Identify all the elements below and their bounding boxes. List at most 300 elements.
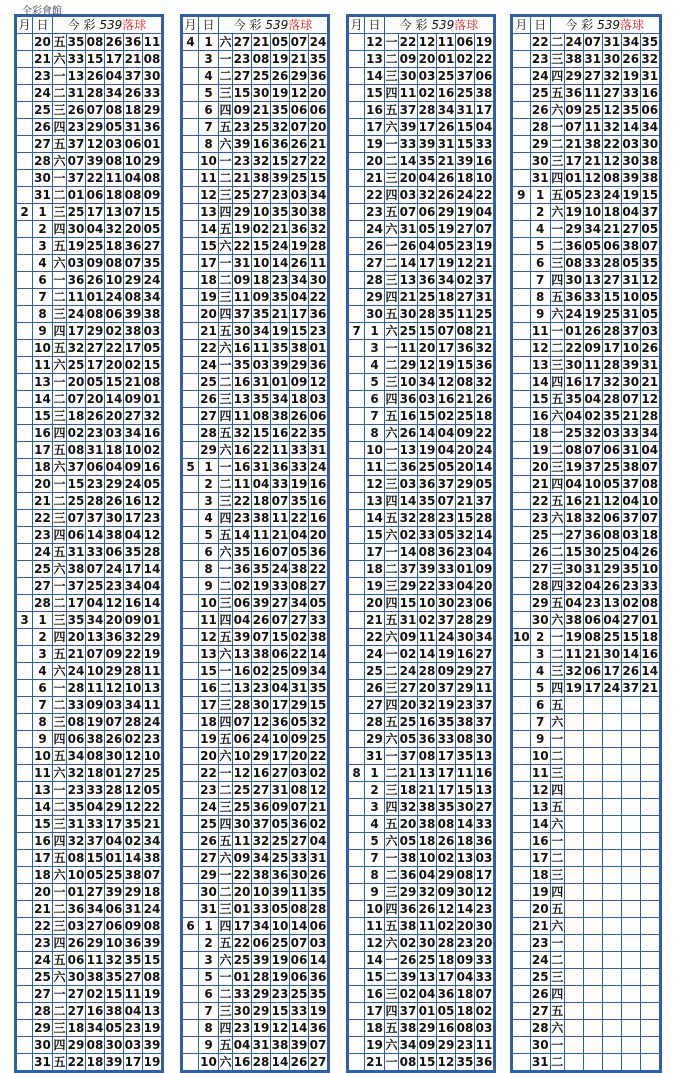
number-cell: 06 (233, 731, 251, 746)
number-cell: 15 (622, 629, 640, 644)
number-cell: 18 (290, 391, 308, 406)
number-cell: 33 (584, 255, 602, 270)
number-cell: 24 (271, 238, 289, 253)
day-cell: 28 (531, 119, 549, 134)
table-row (513, 68, 660, 85)
number-cell (602, 867, 621, 884)
number-cell: 11 (252, 340, 270, 355)
day-cell: 3 (33, 646, 53, 663)
number-cell: 17 (437, 340, 455, 355)
month-cell (183, 221, 199, 238)
table-row (183, 782, 328, 799)
number-cell: 28 (418, 510, 436, 525)
number-cell: 39 (456, 153, 474, 168)
number-cell: 19 (584, 306, 602, 321)
number-cell (602, 748, 621, 765)
day-cell: 4 (365, 357, 385, 374)
month-cell (183, 867, 199, 884)
number-cell: 33 (475, 816, 493, 831)
day-cell: 28 (366, 714, 383, 729)
month-cell (183, 102, 199, 119)
number-cell: 22 (309, 561, 327, 576)
number-cell: 37 (475, 272, 493, 287)
weekday-cell: 四 (53, 731, 66, 746)
number-cell: 17 (67, 323, 85, 338)
number-cell: 33 (86, 544, 104, 559)
weekday-cell: 一 (53, 680, 66, 695)
number-cell: 31 (399, 221, 417, 236)
number-cell: 30 (418, 935, 436, 950)
number-cell: 22 (418, 578, 436, 593)
number-cell: 25 (271, 663, 289, 678)
day-cell: 7 (365, 850, 385, 867)
number-cell: 17 (418, 255, 436, 270)
number-cell (583, 731, 602, 748)
month-cell (17, 153, 33, 170)
number-cell: 30 (399, 68, 417, 83)
number-cell: 10 (271, 918, 289, 933)
table-row (513, 1020, 660, 1037)
number-cell: 37 (399, 102, 417, 117)
number-cell: 20 (456, 918, 474, 933)
weekday-cell: 三 (551, 51, 564, 66)
month-cell (513, 816, 531, 833)
number-cell: 13 (143, 680, 161, 695)
number-cell: 23 (233, 51, 251, 66)
day-cell: 25 (200, 816, 217, 831)
table-row (183, 1054, 328, 1071)
weekday-cell: 五 (219, 527, 232, 542)
number-cell: 32 (641, 51, 659, 66)
number-cell: 09 (437, 884, 455, 899)
month-cell (183, 765, 199, 782)
number-cell: 25 (233, 952, 251, 967)
month-cell (513, 459, 531, 476)
weekday-cell: 五 (53, 952, 66, 967)
table-row (513, 221, 660, 238)
table-row (183, 204, 328, 221)
weekday-cell: 二 (53, 901, 66, 916)
number-cell: 35 (622, 102, 640, 117)
weekday-cell: 二 (385, 765, 398, 780)
day-cell: 23 (531, 935, 549, 950)
number-cell (564, 986, 583, 1003)
weekday-cell: 一 (551, 119, 564, 134)
month-cell (513, 153, 531, 170)
month-header: 月 (18, 17, 31, 32)
number-cell: 27 (252, 187, 270, 202)
number-cell: 18 (143, 884, 161, 899)
number-cell: 19 (86, 714, 104, 729)
month-cell (349, 850, 365, 867)
month-cell (349, 306, 365, 323)
number-cell: 32 (475, 340, 493, 355)
month-cell (349, 136, 365, 153)
number-cell: 35 (290, 493, 308, 508)
number-cell: 11 (456, 306, 474, 321)
month-cell: 3 (17, 612, 33, 629)
number-cell: 02 (124, 357, 142, 372)
weekday-cell: 四 (219, 510, 232, 525)
number-cell: 32 (399, 510, 417, 525)
number-cell: 03 (641, 323, 659, 338)
number-cell: 08 (456, 867, 474, 882)
number-cell: 38 (290, 561, 308, 576)
number-cell: 27 (86, 340, 104, 355)
number-cell: 31 (309, 850, 327, 865)
day-cell: 25 (200, 374, 217, 389)
number-cell: 18 (565, 510, 583, 525)
number-cell: 34 (290, 595, 308, 610)
month-cell (349, 612, 365, 629)
number-cell: 25 (603, 544, 621, 559)
number-cell: 36 (309, 306, 327, 321)
number-cell: 15 (271, 153, 289, 168)
number-cell: 36 (252, 799, 270, 814)
number-cell: 02 (105, 323, 123, 338)
number-cell: 02 (475, 1003, 493, 1018)
number-cell: 31 (290, 680, 308, 695)
number-cell: 19 (622, 187, 640, 202)
month-cell (349, 799, 365, 816)
number-cell: 02 (437, 408, 455, 423)
number-cell: 07 (641, 510, 659, 525)
number-cell: 25 (603, 306, 621, 321)
number-cell: 34 (271, 391, 289, 406)
number-cell: 25 (456, 408, 474, 423)
number-cell: 20 (105, 612, 123, 627)
weekday-cell: 二 (53, 1003, 66, 1018)
number-cell: 29 (437, 1037, 455, 1052)
table-row (17, 748, 162, 765)
number-cell: 17 (124, 561, 142, 576)
day-cell: 1 (199, 34, 219, 51)
table-row (17, 238, 162, 255)
number-cell: 38 (309, 629, 327, 644)
number-cell: 11 (475, 1037, 493, 1052)
table-row (17, 221, 162, 238)
weekday-cell: 二 (219, 986, 232, 1001)
day-cell: 21 (200, 323, 217, 338)
number-cell: 05 (641, 306, 659, 321)
number-cell: 11 (233, 833, 251, 848)
month-cell (183, 85, 199, 102)
day-cell: 17 (34, 442, 51, 457)
number-cell: 02 (309, 816, 327, 831)
table-row (513, 391, 660, 408)
number-cell: 35 (456, 748, 474, 763)
day-cell: 7 (530, 272, 550, 289)
table-row (183, 629, 328, 646)
number-cell (621, 969, 640, 986)
weekday-cell: 三 (219, 85, 232, 100)
number-cell: 29 (399, 578, 417, 593)
number-cell: 38 (399, 850, 417, 865)
weekday-cell: 一 (53, 68, 66, 83)
day-cell: 10 (366, 442, 383, 457)
number-cell: 19 (475, 238, 493, 253)
number-cell: 10 (105, 272, 123, 287)
weekday-cell: 一 (385, 646, 398, 661)
table-row (349, 85, 494, 102)
table-row (349, 595, 494, 612)
number-cell: 30 (603, 51, 621, 66)
weekday-cell: 五 (53, 238, 66, 253)
number-cell: 07 (641, 459, 659, 474)
number-cell: 21 (271, 221, 289, 236)
table-row (513, 1003, 660, 1020)
number-cell: 19 (565, 459, 583, 474)
number-cell: 10 (271, 731, 289, 746)
number-cell: 05 (399, 833, 417, 848)
day-cell: 29 (366, 289, 383, 304)
number-cell: 35 (603, 408, 621, 423)
lottery-title (385, 17, 494, 34)
month-cell (183, 799, 199, 816)
number-cell (564, 731, 583, 748)
number-cell: 19 (622, 68, 640, 83)
month-cell (17, 442, 33, 459)
table-row (183, 748, 328, 765)
number-cell: 25 (437, 68, 455, 83)
weekday-cell: 六 (219, 34, 232, 49)
number-cell (621, 1003, 640, 1020)
weekday-cell: 五 (219, 221, 232, 236)
number-cell: 09 (124, 391, 142, 406)
number-cell: 06 (290, 969, 308, 984)
weekday-cell: 四 (219, 612, 232, 627)
number-cell: 02 (399, 986, 417, 1001)
month-cell (17, 799, 33, 816)
day-cell: 14 (531, 816, 549, 831)
weekday-cell: 五 (53, 850, 66, 865)
day-cell: 19 (531, 442, 549, 457)
number-cell: 36 (143, 119, 161, 134)
number-cell: 31 (622, 272, 640, 287)
number-cell: 32 (252, 153, 270, 168)
brand-label: 全彩會館 (22, 6, 62, 17)
number-cell: 21 (309, 136, 327, 151)
table-row (183, 544, 328, 561)
number-cell: 21 (418, 782, 436, 797)
month-cell (17, 85, 33, 102)
day-cell: 8 (199, 1020, 219, 1037)
day-cell: 13 (34, 374, 51, 389)
number-cell: 07 (290, 119, 308, 134)
number-cell: 06 (86, 459, 104, 474)
month-cell (183, 969, 199, 986)
number-cell: 23 (86, 476, 104, 491)
number-cell: 16 (641, 646, 659, 661)
number-cell: 22 (399, 34, 417, 49)
month-cell: 4 (183, 34, 199, 51)
day-cell: 26 (34, 119, 51, 134)
number-cell: 18 (437, 952, 455, 967)
month-cell (17, 1003, 33, 1020)
number-cell: 15 (456, 119, 474, 134)
day-cell: 19 (531, 884, 549, 899)
day-cell: 1 (33, 612, 53, 629)
number-cell: 11 (67, 289, 85, 304)
month-cell (513, 510, 531, 527)
number-cell: 23 (143, 731, 161, 746)
number-cell: 05 (309, 595, 327, 610)
table-row (183, 765, 328, 782)
weekday-cell: 六 (53, 867, 66, 882)
number-cell: 33 (67, 697, 85, 712)
table-row (513, 884, 660, 901)
number-cell: 36 (565, 238, 583, 253)
number-cell (583, 850, 602, 867)
number-cell: 37 (437, 476, 455, 491)
month-header: 月 (184, 17, 197, 32)
number-cell: 30 (252, 697, 270, 712)
number-cell (640, 748, 659, 765)
number-cell: 21 (475, 255, 493, 270)
number-cell: 06 (309, 918, 327, 933)
number-cell: 11 (399, 340, 417, 355)
number-cell: 35 (233, 544, 251, 559)
day-cell: 19 (366, 136, 383, 151)
day-cell: 9 (530, 731, 550, 748)
number-cell: 10 (143, 748, 161, 763)
number-cell: 07 (67, 510, 85, 525)
number-cell: 02 (418, 612, 436, 627)
number-cell: 07 (622, 391, 640, 406)
number-cell: 06 (475, 68, 493, 83)
weekday-cell: 三 (551, 357, 564, 372)
day-cell: 10 (200, 1054, 217, 1069)
number-cell: 12 (418, 357, 436, 372)
weekday-cell: 一 (551, 1037, 564, 1052)
number-cell: 04 (105, 833, 123, 848)
table-row (183, 612, 328, 629)
number-cell (602, 782, 621, 799)
number-cell (583, 714, 602, 731)
weekday-cell: 四 (53, 323, 66, 338)
weekday-cell: 五 (53, 34, 66, 49)
day-cell: 25 (34, 102, 51, 117)
weekday-cell: 五 (219, 935, 232, 950)
number-cell: 03 (124, 1037, 142, 1052)
day-cell: 6 (530, 255, 550, 272)
number-cell: 02 (143, 442, 161, 457)
number-cell: 36 (399, 867, 417, 882)
number-cell: 02 (399, 935, 417, 950)
day-cell: 25 (34, 969, 51, 984)
weekday-cell: 六 (385, 425, 398, 440)
month-cell (183, 782, 199, 799)
table-row (513, 595, 660, 612)
weekday-cell: 四 (219, 1020, 232, 1035)
number-cell: 04 (309, 833, 327, 848)
table-row (513, 102, 660, 119)
table-row (183, 493, 328, 510)
weekday-cell: 五 (53, 136, 66, 151)
number-cell (564, 714, 583, 731)
table-row (17, 663, 162, 680)
weekday-cell: 一 (53, 884, 66, 899)
month-cell (349, 646, 365, 663)
number-cell: 02 (584, 408, 602, 423)
day-cell: 22 (366, 187, 383, 202)
number-cell: 08 (67, 714, 85, 729)
number-cell: 34 (475, 629, 493, 644)
number-cell: 11 (437, 34, 455, 49)
day-cell: 21 (34, 493, 51, 508)
table-row (513, 238, 660, 255)
number-cell: 08 (252, 408, 270, 423)
weekday-cell: 三 (219, 289, 232, 304)
number-cell: 31 (603, 34, 621, 49)
day-cell: 10 (34, 748, 51, 763)
month-cell (183, 901, 199, 918)
number-cell: 29 (143, 629, 161, 644)
number-cell: 31 (641, 357, 659, 372)
number-cell: 20 (418, 51, 436, 66)
number-cell: 05 (143, 340, 161, 355)
weekday-cell: 三 (385, 68, 398, 83)
number-cell: 38 (105, 1003, 123, 1018)
day-cell: 12 (366, 476, 383, 491)
number-cell: 03 (603, 425, 621, 440)
month-cell (183, 850, 199, 867)
number-cell: 32 (124, 629, 142, 644)
month-cell (17, 901, 33, 918)
number-cell: 39 (233, 629, 251, 644)
weekday-cell: 一 (219, 867, 232, 882)
number-cell: 34 (86, 612, 104, 627)
number-cell: 09 (399, 629, 417, 644)
day-cell: 2 (530, 204, 550, 221)
month-cell (183, 153, 199, 170)
number-cell: 29 (67, 1037, 85, 1052)
day-cell: 25 (366, 663, 383, 678)
day-cell: 1 (199, 459, 219, 476)
day-cell: 30 (531, 1037, 549, 1052)
lottery-title (219, 17, 328, 34)
number-cell: 11 (233, 289, 251, 304)
weekday-cell: 三 (385, 374, 398, 389)
table-row (349, 697, 494, 714)
table-row (349, 918, 494, 935)
number-cell: 02 (124, 833, 142, 848)
number-cell: 05 (290, 544, 308, 559)
number-cell: 36 (309, 357, 327, 372)
table-row (17, 425, 162, 442)
day-cell: 1 (365, 765, 385, 782)
number-cell: 02 (399, 646, 417, 661)
number-cell: 20 (399, 816, 417, 831)
number-cell: 08 (105, 153, 123, 168)
month-cell (349, 425, 365, 442)
number-cell: 26 (603, 578, 621, 593)
number-cell: 15 (603, 289, 621, 304)
table-row (183, 170, 328, 187)
weekday-cell: 五 (385, 816, 398, 831)
day-cell: 11 (531, 323, 549, 338)
day-cell: 10 (366, 901, 383, 916)
day-cell: 7 (199, 119, 219, 136)
weekday-cell: 五 (551, 85, 564, 100)
number-cell: 37 (622, 680, 640, 695)
number-cell: 36 (399, 901, 417, 916)
day-cell: 13 (366, 493, 383, 508)
number-cell: 38 (271, 408, 289, 423)
number-cell: 14 (641, 663, 659, 678)
number-cell: 11 (456, 765, 474, 780)
month-cell (513, 646, 531, 663)
